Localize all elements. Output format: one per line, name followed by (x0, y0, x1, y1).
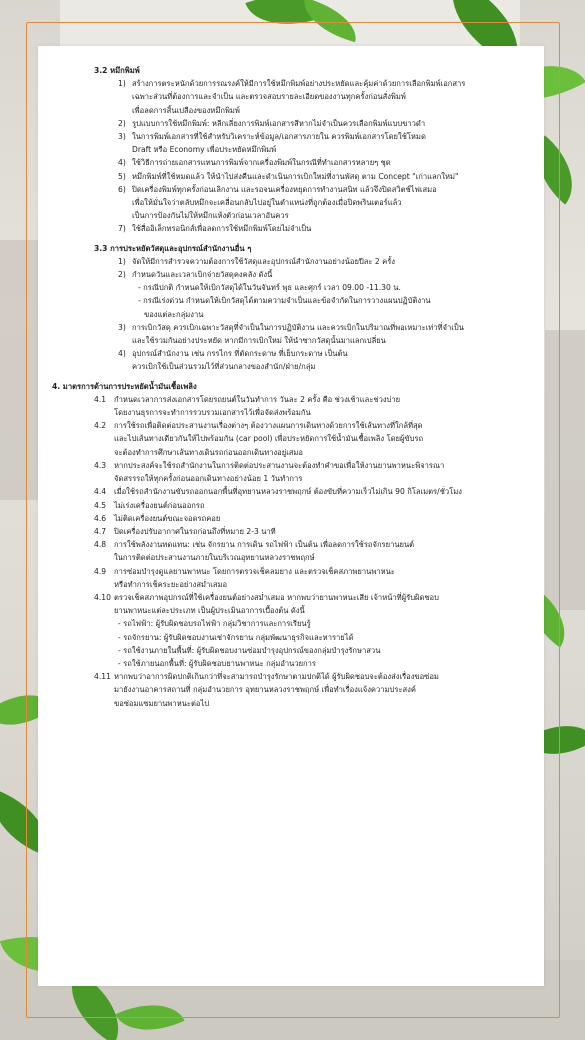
item-line: และใช้รวมกันอย่างประหยัด หากมีการเบิกใหม่ ให้นำซากวัสดุนั้นมาแลกเปลี่ยน (132, 336, 386, 346)
item-line: ของแต่ละกลุ่มงาน (144, 309, 204, 319)
list-item (94, 525, 534, 538)
item-line: ตรวจเช็คสภาพอุปกรณ์ที่ใช้เครื่องยนต์อย่างสม่ำเสมอ หากพบว่ายานพาหนะเสีย เจ้าหน้าที่ผู้รับผิดชอบ (114, 592, 439, 602)
item-number: 4.8 (94, 540, 107, 550)
list-item (118, 268, 534, 281)
item-number: 4.6 (94, 513, 107, 523)
section-heading: 4. มาตรการด้านการประหยัดน้ำมันเชื้อเพลิง (52, 381, 197, 391)
item-number: 4) (118, 158, 126, 168)
list-item (94, 499, 534, 512)
section-heading: 3.3 การประหยัดวัสดุและอุปกรณ์สำนักงานอื่น ๆ (94, 243, 252, 253)
item-line: หากประสงค์จะใช้รถสำนักงานในการติดต่อประสานงานจะต้องทำคำขอเพื่อให้งานยานพาหนะพิจารณา (114, 460, 445, 470)
item-line: เมื่อใช้รถสำนักงานขับรถออกนอกพื้นที่อุทยานหลวงราชพฤกษ์ ต้องขับที่ความเร็วไม่เกิน 90 กิโลเมตร/ชั่วโมง (114, 487, 462, 497)
item-line: - รถไฟฟ้า: ผู้รับผิดชอบรถไฟฟ้า กลุ่มวิชาการและการเรียนรู้ (118, 619, 311, 629)
list-item (94, 419, 534, 459)
item-text (132, 222, 534, 235)
item-line: การซ่อมบำรุงดูแลยานพาหนะ โดยการตรวจเช็คลมยาง และตรวจเช็คสภาพยานพาหนะ (114, 566, 395, 576)
item-number: 1) (118, 79, 126, 89)
list-item (94, 670, 534, 710)
item-number: 6) (118, 184, 126, 194)
item-text (132, 321, 534, 347)
list-item (118, 347, 534, 373)
item-text (118, 631, 534, 644)
item-text (114, 538, 534, 564)
item-number: 5) (118, 171, 126, 181)
item-line: ยานพาหนะแต่ละประเภท เป็นผู้ประเมินอาการเบื้องต้น ดังนี้ (114, 606, 305, 616)
item-line: ในการพิมพ์เอกสารที่ใช้สำหรับวิเคราะห์ข้อมูล/เอกสารภายใน ควรพิมพ์เอกสารโดยใช้โหมด (132, 132, 426, 142)
item-line: - กรณีเร่งด่วน กำหนดให้เบิกวัสดุได้ตามความจำเป็นและข้อจำกัดในการวางแผนปฏิบัติงาน (138, 296, 431, 306)
item-text (114, 419, 534, 459)
item-text (132, 156, 534, 169)
item-line: ปิดเครื่องปรับอากาศในรถก่อนถึงที่หมาย 2-3 นาที (114, 526, 276, 536)
item-text (132, 255, 534, 268)
item-line: โดยงานธุรการจะทำการรวบรวมเอกสารไว้เพื่อจัดส่งพร้อมกัน (114, 408, 311, 418)
list-item (94, 459, 534, 485)
item-line: เป็นการป้องกันไม่ให้หมึกแห้งตัวก่อนเวลาอันควร (132, 211, 289, 221)
item-line: อุปกรณ์สำนักงาน เช่น กรรไกร ที่ตัดกระดาษ ที่เย็บกระดาษ เป็นต้น (132, 349, 348, 359)
item-text (114, 565, 534, 591)
item-text (132, 183, 534, 223)
item-line: จัดให้มีการสำรวจความต้องการใช้วัสดุและอุปกรณ์สำนักงานอย่างน้อยปีละ 2 ครั้ง (132, 256, 396, 266)
item-line: ปิดเครื่องพิมพ์ทุกครั้งก่อนเลิกงาน และรอจนเครื่องหยุดการทำงานสนิท แล้วจึงปิดสวิตช์ไฟเสมอ (132, 184, 437, 194)
item-number: 4.2 (94, 421, 107, 431)
list-item (118, 617, 534, 630)
list-item (118, 321, 534, 347)
document-body (52, 64, 534, 710)
item-text (132, 77, 534, 117)
item-text (114, 525, 534, 538)
item-line: เพื่อลดการสิ้นเปลืองของหมึกพิมพ์ (132, 105, 240, 115)
item-line: ขอซ่อมแซมยานพาหนะต่อไป (114, 698, 210, 708)
list-item (118, 130, 534, 156)
list-item (118, 644, 534, 657)
list-item (118, 255, 534, 268)
item-line: ไม่เร่งเครื่องยนต์ก่อนออกรถ (114, 500, 205, 510)
list-item (118, 222, 534, 235)
list-item (138, 281, 534, 294)
item-line: เฉพาะส่วนที่ต้องการและจำเป็น และตรวจสอบรายละเอียดของงานทุกครั้งก่อนสั่งพิมพ์ (132, 92, 406, 102)
item-text (138, 294, 534, 320)
item-text (118, 657, 534, 670)
item-text (114, 459, 534, 485)
item-line: จะต้องทำการศึกษาเส้นทางเดินรถก่อนออกเดินทางอยู่เสมอ (114, 447, 303, 457)
item-text (132, 117, 534, 130)
item-text (138, 281, 534, 294)
list-item (118, 631, 534, 644)
item-number: 4.10 (94, 592, 111, 602)
item-line: Draft หรือ Economy เพื่อประหยัดหมึกพิมพ์ (132, 145, 277, 155)
item-line: รูปแบบการใช้หมึกพิมพ์: หลีกเลี่ยงการพิมพ์เอกสารสีหากไม่จำเป็นควรเลือกพิมพ์แบบขาวดำ (132, 118, 426, 128)
item-line: กำหนดเวลาการส่งเอกสารโดยรถยนต์ในวันทำการ วันละ 2 ครั้ง คือ ช่วงเช้าและช่วงบ่าย (114, 394, 401, 404)
item-text (132, 130, 534, 156)
item-text (114, 670, 534, 710)
list-item (118, 156, 534, 169)
item-number: 4) (118, 349, 126, 359)
list-item (94, 538, 534, 564)
item-line: - รถใช้ภายนอกพื้นที่: ผู้รับผิดชอบยานพาหนะ กลุ่มอำนวยการ (118, 658, 316, 668)
item-line: หรือทำการเช็คระยะอย่างสม่ำเสมอ (114, 579, 228, 589)
item-line: มายังงานอาคารสถานที่ กลุ่มอำนวยการ อุทยานหลวงราชพฤกษ์ เพื่อทำเรื่องแจ้งความประสงค์ (114, 685, 416, 695)
item-number: 4.3 (94, 460, 107, 470)
list-item (94, 591, 534, 617)
item-text (114, 499, 534, 512)
item-line: ควรเบิกใช้เป็นส่วนรวมไว้ที่ส่วนกลางของสำนัก/ฝ่าย/กลุ่ม (132, 362, 316, 372)
list-item (118, 77, 534, 117)
item-line: สร้างการตระหนักด้วยการรณรงค์ให้มีการใช้หมึกพิมพ์อย่างประหยัดและคุ้มค่าด้วยการเลือกพิมพ์เอกสาร (132, 79, 466, 89)
item-line: การใช้รถเพื่อติดต่อประสานงานเรื่องต่างๆ ต้องวางแผนการเดินทางด้วยการใช้เส้นทางที่ใกล้ที่สุด (114, 421, 423, 431)
item-line: หมึกพิมพ์ที่ใช้หมดแล้ว ให้นำไปส่งคืนและดำเนินการเบิกใหม่ที่งานพัสดุ ตาม Concept "เก่าแลกใหม่" (132, 171, 459, 181)
item-number: 4.7 (94, 526, 107, 536)
list-item (118, 657, 534, 670)
list-item (94, 565, 534, 591)
item-line: ไม่ติดเครื่องยนต์ขณะจอดรถคอย (114, 513, 221, 523)
item-number: 3) (118, 322, 126, 332)
item-number: 4.9 (94, 566, 107, 576)
item-line: และไปเส้นทางเดียวกันให้ไปพร้อมกัน (car pool) เพื่อประหยัดการใช้น้ำมันเชื้อเพลิง โดยผู้ขับรถ (114, 434, 424, 444)
item-number: 2) (118, 118, 126, 128)
item-line: - รถใช้งานภายในพื้นที่: ผู้รับผิดชอบงานซ่อมบำรุงอุปกรณ์ของกลุ่มบำรุงรักษาสวน (118, 645, 381, 655)
item-text (114, 512, 534, 525)
item-number: 3) (118, 132, 126, 142)
item-line: - รถจักรยาน: ผู้รับผิดชอบงานเช่าจักรยาน กลุ่มพัฒนาธุรกิจและหารายได้ (118, 632, 354, 642)
list-item (94, 485, 534, 498)
item-number: 1) (118, 256, 126, 266)
item-text (114, 485, 534, 498)
item-text (114, 393, 534, 419)
list-item (94, 512, 534, 525)
list-item (94, 393, 534, 419)
item-number: 7) (118, 224, 126, 234)
item-line: เพื่อให้มั่นใจว่าตลับหมึกจะเคลื่อนกลับไปอยู่ในตำแหน่งที่ถูกต้องเมื่อปิดพรินเตอร์แล้ว (132, 198, 402, 208)
item-text (132, 170, 534, 183)
item-line: การใช้พลังงานทดแทน: เช่น จักรยาน การเดิน รถไฟฟ้า เป็นต้น เพื่อลดการใช้รถจักรยานยนต์ (114, 540, 415, 550)
list-item (138, 294, 534, 320)
item-line: - กรณีปกติ กำหนดให้เบิกวัสดุได้ในวันจันทร์ พุธ และศุกร์ เวลา 09.00 -11.30 น. (138, 283, 401, 293)
item-line: หากพบว่าอาการผิดปกติเกินกว่าที่จะสามารถบำรุงรักษาตามปกติได้ ผู้รับผิดชอบจะต้องส่งเรื่องขอซ่อม (114, 672, 439, 682)
item-line: ใช้สื่ออิเล็กทรอนิกส์เพื่อลดการใช้หมึกพิมพ์โดยไม่จำเป็น (132, 224, 312, 234)
item-line: จัดสรรรถให้ทุกครั้งก่อนออกเดินทางอย่างน้อย 1 วันทำการ (114, 474, 303, 484)
item-line: ใช้วิธีการถ่ายเอกสารแทนการพิมพ์จากเครื่องพิมพ์ในกรณีที่ทำเอกสารหลายๆ ชุด (132, 158, 391, 168)
list-item (118, 170, 534, 183)
item-text (118, 617, 534, 630)
item-number: 4.5 (94, 500, 107, 510)
item-text (132, 268, 534, 281)
list-item (118, 183, 534, 223)
item-line: ในการติดต่อประสานงานภายในบริเวณอุทยานหลวงราชพฤกษ์ (114, 553, 315, 563)
item-text (132, 347, 534, 373)
item-text (114, 591, 534, 617)
item-number: 4.11 (94, 672, 111, 682)
item-text (118, 644, 534, 657)
item-line: การเบิกวัสดุ ควรเบิกเฉพาะวัสดุที่จำเป็นในการปฏิบัติงาน และควรเบิกในปริมาณที่พอเหมาะเท่าที่จำเป็น (132, 322, 464, 332)
item-number: 4.1 (94, 394, 107, 404)
item-number: 4.4 (94, 487, 107, 497)
item-line: กำหนดวันและเวลาเบิกจ่ายวัสดุคงคลัง ดังนี้ (132, 270, 273, 280)
list-item (118, 117, 534, 130)
section-heading: 3.2 หมึกพิมพ์ (94, 66, 140, 75)
item-number: 2) (118, 270, 126, 280)
